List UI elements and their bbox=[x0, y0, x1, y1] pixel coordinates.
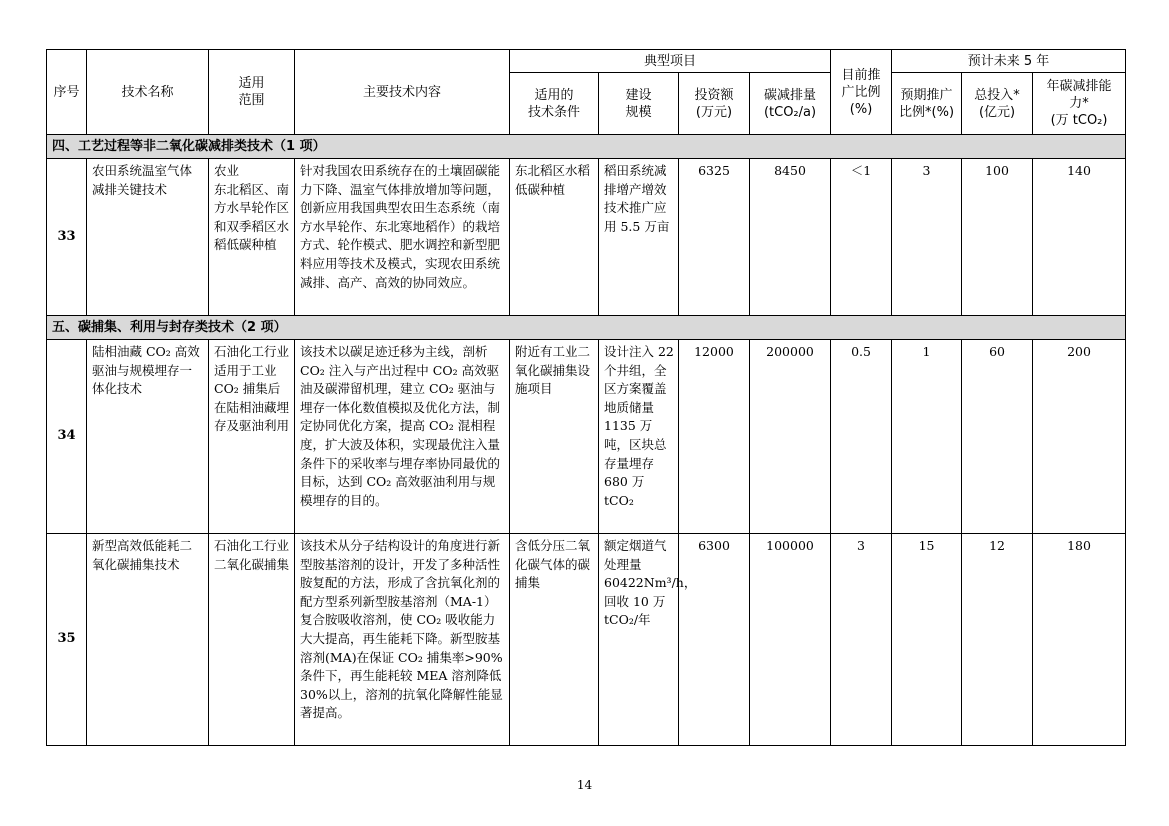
future-capacity: 200 bbox=[1033, 340, 1126, 534]
build-scale: 设计注入 22 个井组，全区方案覆盖地质储量 1135 万吨，区块总存量埋存 680 万 tCO₂ bbox=[599, 340, 679, 534]
tech-conditions: 含低分压二氧化碳气体的碳捕集 bbox=[510, 534, 599, 746]
future-ratio: 15 bbox=[892, 534, 962, 746]
main-content: 该技术从分子结构设计的角度进行新型胺基溶剂的设计，开发了多种活性胺复配的方法，形成了含抗氧化剂的配方型系列新型胺基溶剂（MA-1）复合胺吸收溶剂，使 CO₂ 吸收能力大大提高，再生能耗下降。新型胺基溶剂(MA)在保证 CO₂ 捕集率>90% 条件下，再生能耗较 MEA 溶剂降低 30%以上，溶剂的抗氧化降解性能显著提高。 bbox=[295, 534, 510, 746]
current-ratio: ＜1 bbox=[831, 159, 892, 316]
future-capacity: 140 bbox=[1033, 159, 1126, 316]
tech-name: 新型高效低能耗二氧化碳捕集技术 bbox=[87, 534, 209, 746]
header-tp-investment: 投资额 (万元) bbox=[679, 73, 750, 135]
row-number: 35 bbox=[47, 534, 87, 746]
build-scale: 额定烟道气处理量 60422Nm³/h，回收 10 万 tCO₂/年 bbox=[599, 534, 679, 746]
main-content: 针对我国农田系统存在的土壤固碳能力下降、温室气体排放增加等问题，创新应用我国典型农田生态系统（南方水旱轮作、东北寒地稻作）的栽培方式、轮作模式、肥水调控和新型肥料应用等技术及模式，实现农田系统减排、高产、高效的协同效应。 bbox=[295, 159, 510, 316]
table-row bbox=[47, 534, 1126, 746]
carbon-reduction: 8450 bbox=[750, 159, 831, 316]
future-investment: 100 bbox=[962, 159, 1033, 316]
scope: 石油化工行业 适用于工业 CO₂ 捕集后在陆相油藏埋存及驱油利用 bbox=[209, 340, 295, 534]
header-n5-capacity: 年碳减排能 力* (万 tCO₂) bbox=[1033, 73, 1126, 135]
page-number: 14 bbox=[576, 778, 593, 792]
future-capacity: 180 bbox=[1033, 534, 1126, 746]
table-row bbox=[47, 159, 1126, 316]
header-typical-project: 典型项目 bbox=[510, 50, 831, 73]
row-number: 34 bbox=[47, 340, 87, 534]
table-row bbox=[47, 340, 1126, 534]
header-n5-investment: 总投入* (亿元) bbox=[962, 73, 1033, 135]
carbon-reduction: 200000 bbox=[750, 340, 831, 534]
header-n5-ratio: 预期推广 比例*(%) bbox=[892, 73, 962, 135]
header-tp-conditions: 适用的 技术条件 bbox=[510, 73, 599, 135]
build-scale: 稻田系统减排增产增效技术推广应用 5.5 万亩 bbox=[599, 159, 679, 316]
section-title: 四、工艺过程等非二氧化碳减排类技术（1 项） bbox=[47, 135, 1126, 159]
carbon-reduction: 100000 bbox=[750, 534, 831, 746]
section-title: 五、碳捕集、利用与封存类技术（2 项） bbox=[47, 316, 1126, 340]
investment: 6300 bbox=[679, 534, 750, 746]
investment: 12000 bbox=[679, 340, 750, 534]
scope: 农业 东北稻区、南方水旱轮作区和双季稻区水稻低碳种植 bbox=[209, 159, 295, 316]
future-ratio: 1 bbox=[892, 340, 962, 534]
header-tp-scale: 建设 规模 bbox=[599, 73, 679, 135]
main-content: 该技术以碳足迹迁移为主线，剖析 CO₂ 注入与产出过程中 CO₂ 高效驱油及碳滞留机理，建立 CO₂ 驱油与埋存一体化数值模拟及优化方法，制定协同优化方案，提高 CO₂ 混相程度，扩大波及体积，实现最优注入量条件下的采收率与埋存率协同最优的目标，达到 CO₂ 高效驱油利用与规模埋存的目的。 bbox=[295, 340, 510, 534]
tech-name: 农田系统温室气体减排关键技术 bbox=[87, 159, 209, 316]
header-tp-carbon: 碳减排量 (tCO₂/a) bbox=[750, 73, 831, 135]
current-ratio: 0.5 bbox=[831, 340, 892, 534]
header-seq: 序号 bbox=[47, 50, 87, 135]
current-ratio: 3 bbox=[831, 534, 892, 746]
future-ratio: 3 bbox=[892, 159, 962, 316]
investment: 6325 bbox=[679, 159, 750, 316]
technology-table bbox=[46, 49, 1126, 746]
tech-name: 陆相油藏 CO₂ 高效驱油与规模埋存一体化技术 bbox=[87, 340, 209, 534]
header-main-content: 主要技术内容 bbox=[295, 50, 510, 135]
scope: 石油化工行业 二氧化碳捕集 bbox=[209, 534, 295, 746]
tech-conditions: 附近有工业二氧化碳捕集设施项目 bbox=[510, 340, 599, 534]
header-scope: 适用 范围 bbox=[209, 50, 295, 135]
header-tech-name: 技术名称 bbox=[87, 50, 209, 135]
header-next5: 预计未来 5 年 bbox=[892, 50, 1126, 73]
row-number: 33 bbox=[47, 159, 87, 316]
future-investment: 60 bbox=[962, 340, 1033, 534]
future-investment: 12 bbox=[962, 534, 1033, 746]
header-current-ratio: 目前推 广比例 (%) bbox=[831, 50, 892, 135]
tech-conditions: 东北稻区水稻低碳种植 bbox=[510, 159, 599, 316]
